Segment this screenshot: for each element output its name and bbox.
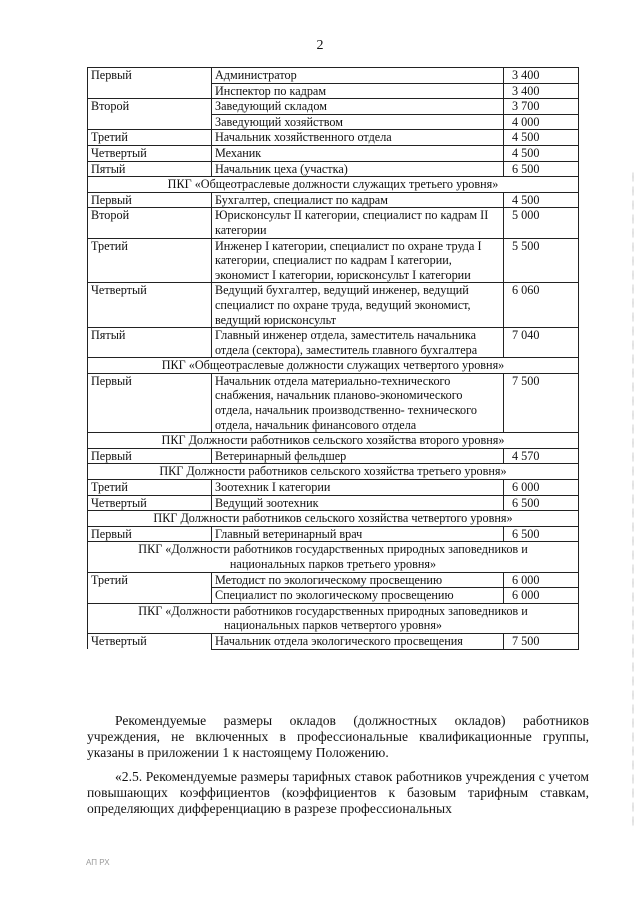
- salary-value: 4 570: [504, 448, 579, 464]
- position-title: Методист по экологическому просвещению: [212, 572, 504, 588]
- position-title: Специалист по экологическому просвещению: [212, 588, 504, 604]
- table-group-row: [88, 511, 579, 527]
- qualification-level: Первый: [88, 373, 212, 432]
- position-title: Заведующий хозяйством: [212, 114, 504, 130]
- salary-table-body: [88, 68, 579, 650]
- qualification-level: [88, 83, 212, 99]
- table-row: [88, 145, 579, 161]
- group-heading: ПКГ Должности работников сельского хозяйства второго уровня»: [88, 433, 579, 449]
- qualification-level: Четвертый: [88, 633, 212, 649]
- salary-value: 6 060: [504, 283, 579, 328]
- salary-value: 6 000: [504, 588, 579, 604]
- salary-value: 5 000: [504, 208, 579, 238]
- qualification-level: Третий: [88, 572, 212, 588]
- table-row: [88, 238, 579, 283]
- qualification-level: Второй: [88, 99, 212, 115]
- table-row: [88, 130, 579, 146]
- table-group-row: [88, 177, 579, 193]
- table-row: [88, 328, 579, 358]
- qualification-level: Третий: [88, 238, 212, 283]
- group-heading: ПКГ «Общеотраслевые должности служащих четвертого уровня»: [88, 358, 579, 374]
- qualification-level: Третий: [88, 130, 212, 146]
- qualification-level: Четвертый: [88, 283, 212, 328]
- group-heading: ПКГ Должности работников сельского хозяйства четвертого уровня»: [88, 511, 579, 527]
- group-heading: ПКГ «Должности работников государственных природных заповедников и национальных парков четвертого уровня»: [88, 603, 579, 633]
- group-heading: ПКГ «Общеотраслевые должности служащих третьего уровня»: [88, 177, 579, 193]
- qualification-level: Первый: [88, 192, 212, 208]
- qualification-level: [88, 588, 212, 604]
- table-row: [88, 633, 579, 649]
- table-group-row: [88, 358, 579, 374]
- salary-value: 4 000: [504, 114, 579, 130]
- position-title: Начальник цеха (участка): [212, 161, 504, 177]
- salary-value: 7 500: [504, 373, 579, 432]
- table-group-row: [88, 464, 579, 480]
- position-title: Главный инженер отдела, заместитель начальника отдела (сектора), заместитель главного бухгалтера: [212, 328, 504, 358]
- salary-value: 6 500: [504, 161, 579, 177]
- salary-value: 6 500: [504, 526, 579, 542]
- table-row: [88, 588, 579, 604]
- position-title: Начальник хозяйственного отдела: [212, 130, 504, 146]
- salary-value: 3 400: [504, 83, 579, 99]
- position-title: Ветеринарный фельдшер: [212, 448, 504, 464]
- salary-value: 3 700: [504, 99, 579, 115]
- position-title: Начальник отдела экологического просвещения: [212, 633, 504, 649]
- qualification-level: Третий: [88, 480, 212, 496]
- salary-table: [87, 67, 579, 650]
- table-group-row: [88, 433, 579, 449]
- scan-edge-dots: [632, 170, 634, 830]
- table-row: [88, 208, 579, 238]
- table-row: [88, 192, 579, 208]
- position-title: Ведущий зоотехник: [212, 495, 504, 511]
- position-title: Бухгалтер, специалист по кадрам: [212, 192, 504, 208]
- salary-value: 7 500: [504, 633, 579, 649]
- qualification-level: Первый: [88, 68, 212, 84]
- footer-stamp: АП РХ: [86, 858, 110, 867]
- paragraph-recommended-salaries: Рекомендуемые размеры окладов (должностных окладов) работников учреждения, не включенных в профессиональные квалификационные группы, указаны в приложении 1 к настоящему Положению.: [87, 713, 589, 760]
- qualification-level: Первый: [88, 448, 212, 464]
- salary-value: 4 500: [504, 145, 579, 161]
- table-row: [88, 114, 579, 130]
- qualification-level: Пятый: [88, 161, 212, 177]
- qualification-level: Второй: [88, 208, 212, 238]
- position-title: Ведущий бухгалтер, ведущий инженер, ведущий специалист по охране труда, ведущий экономист, ведущий юрисконсульт: [212, 283, 504, 328]
- position-title: Зоотехник I категории: [212, 480, 504, 496]
- table-row: [88, 495, 579, 511]
- group-heading: ПКГ «Должности работников государственных природных заповедников и национальных парков третьего уровня»: [88, 542, 579, 572]
- qualification-level: Пятый: [88, 328, 212, 358]
- table-row: [88, 526, 579, 542]
- position-title: Главный ветеринарный врач: [212, 526, 504, 542]
- salary-value: 5 500: [504, 238, 579, 283]
- position-title: Администратор: [212, 68, 504, 84]
- table-row: [88, 83, 579, 99]
- position-title: Начальник отдела материально-технического снабжения, начальник планово-экономического отдела, начальник производственно- технического отдела, начальник финансового отдела: [212, 373, 504, 432]
- position-title: Заведующий складом: [212, 99, 504, 115]
- salary-value: 6 500: [504, 495, 579, 511]
- qualification-level: Четвертый: [88, 495, 212, 511]
- qualification-level: Первый: [88, 526, 212, 542]
- salary-value: 4 500: [504, 192, 579, 208]
- position-title: Механик: [212, 145, 504, 161]
- table-row: [88, 572, 579, 588]
- table-row: [88, 161, 579, 177]
- salary-value: 6 000: [504, 572, 579, 588]
- table-row: [88, 99, 579, 115]
- page-number: 2: [316, 38, 324, 53]
- position-title: Юрисконсульт II категории, специалист по кадрам II категории: [212, 208, 504, 238]
- salary-value: 6 000: [504, 480, 579, 496]
- table-row: [88, 283, 579, 328]
- position-title: Инспектор по кадрам: [212, 83, 504, 99]
- qualification-level: [88, 114, 212, 130]
- table-group-row: [88, 542, 579, 572]
- salary-value: 7 040: [504, 328, 579, 358]
- body-text: [87, 713, 589, 825]
- table-row: [88, 68, 579, 84]
- position-title: Инженер I категории, специалист по охране труда I категории, специалист по кадрам I категории, экономист I категории, юрисконсульт I категории: [212, 238, 504, 283]
- table-row: [88, 480, 579, 496]
- table-row: [88, 373, 579, 432]
- group-heading: ПКГ Должности работников сельского хозяйства третьего уровня»: [88, 464, 579, 480]
- table-row: [88, 448, 579, 464]
- paragraph-tariff-rates: «2.5. Рекомендуемые размеры тарифных ставок работников учреждения с учетом повышающих коэффициентов (коэффициентов к базовым тарифным ставкам, определяющих дифференциацию в разрезе профессиональных: [87, 769, 589, 816]
- salary-value: 4 500: [504, 130, 579, 146]
- qualification-level: Четвертый: [88, 145, 212, 161]
- salary-value: 3 400: [504, 68, 579, 84]
- table-group-row: [88, 603, 579, 633]
